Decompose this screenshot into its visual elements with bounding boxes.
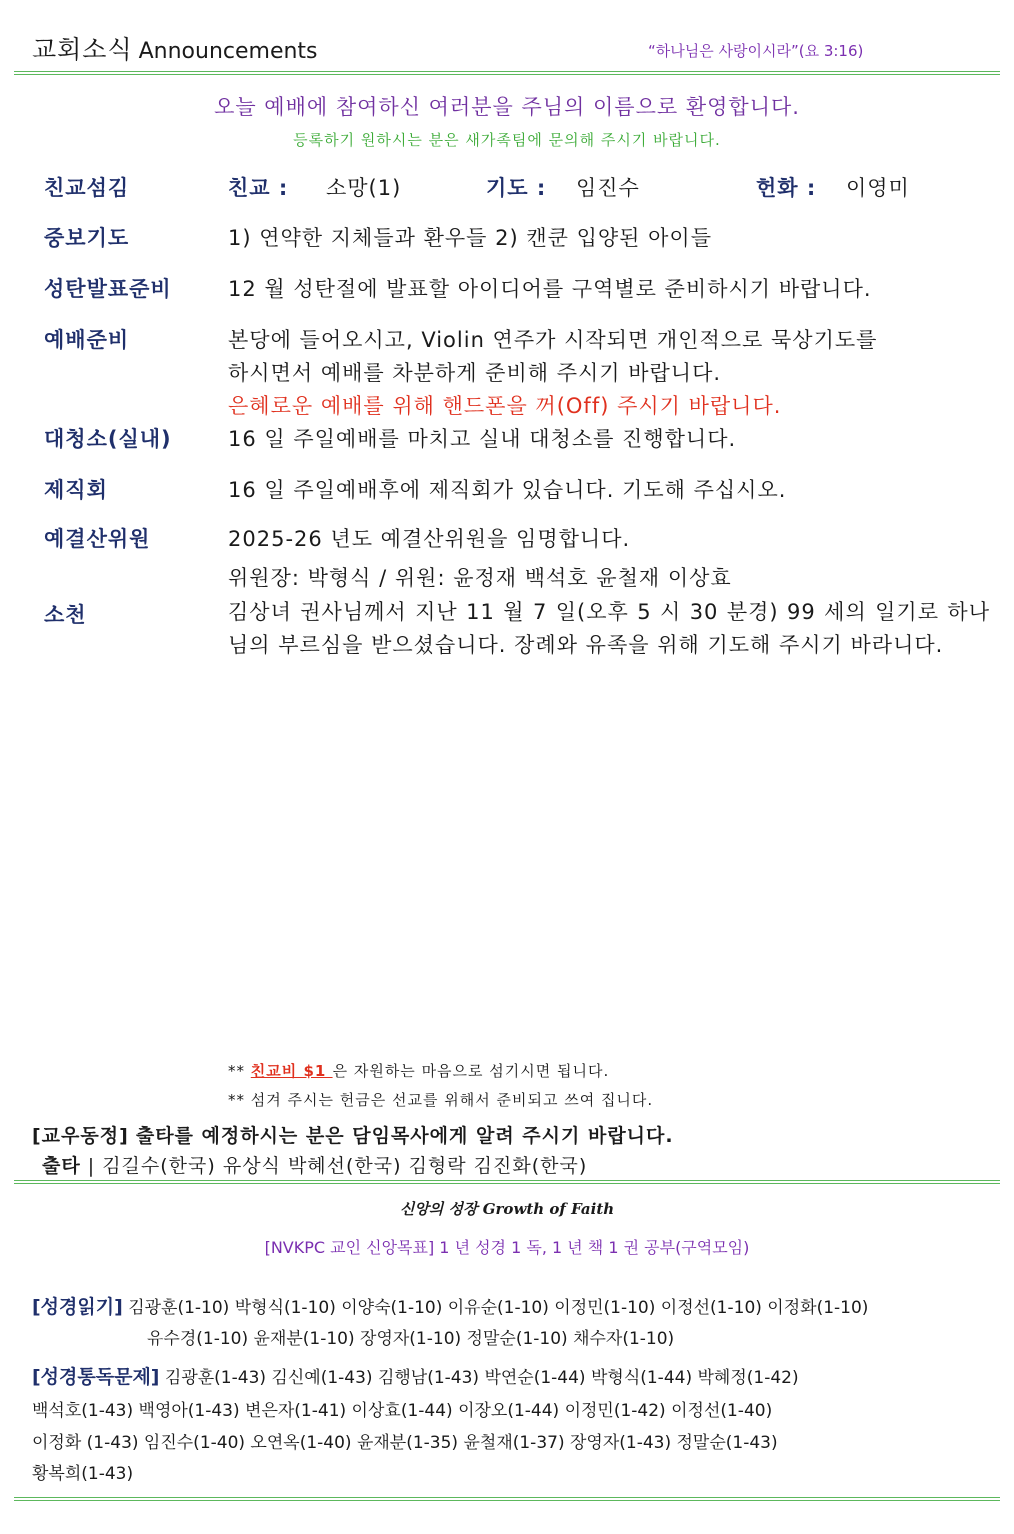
item-text: 위원장: 박형식 / 위원: 윤정재 백석호 윤철재 이상효 [228,566,732,590]
prayer-value: 임진수 [575,176,640,200]
fellowship-fee-highlight: 친교비 $1 [250,1062,333,1080]
phone-off-notice: 은혜로운 예배를 위해 핸드폰을 꺼(Off) 주시기 바랍니다. [228,394,782,418]
fellowship-service-value: 소망(1) [325,176,402,200]
offering-label: 헌화 : [756,176,817,200]
note-text: 은 자원하는 마음으로 섬기시면 됩니다. [332,1062,610,1080]
item-label: 예결산위원 [44,527,151,551]
departure-list [42,1151,587,1178]
item-text: 16 일 주일예배후에 제직회가 있습니다. 기도해 주십시오. [228,478,787,502]
item-text: 16 일 주일예배를 마치고 실내 대청소를 진행합니다. [228,427,737,451]
fellowship-service-label: 친교 : [228,176,289,200]
item-label: 소천 [44,603,87,627]
bible-reading-row [32,1292,868,1319]
item-text: 김상녀 권사님께서 지난 11 월 7 일(오후 5 시 30 분경) 99 세의 일기로 하나님의 부르심을 받으셨습니다. 장례와 유족을 위해 기도해 주시기 바라니다. [228,600,990,657]
growth-subtitle: [NVKPC 교인 신앙목표] 1 년 성경 1 독, 1 년 책 1 권 공부(구역모임) [264,1238,750,1257]
prayer-label: 기도 : [486,176,547,200]
welcome-subtext: 등록하기 원하시는 분은 새가족팀에 문의해 주시기 바랍니다. [293,131,721,149]
offering-row [756,172,910,202]
member-news-tag: [교우동정] [32,1125,129,1147]
bible-quiz-names: 김광훈(1-43) 김신예(1-43) 김행남(1-43) 박연순(1-44) 박형식(1-44) 박혜정(1-42) [164,1368,799,1388]
mission-note: ** 섬겨 주시는 헌금은 선교를 위해서 준비되고 쓰여 집니다. [228,1091,654,1109]
bible-quiz-names: 이정화 (1-43) 임진수(1-40) 오연옥(1-40) 윤재분(1-35) 윤철재(1-37) 장영자(1-43) 정말순(1-43) [32,1433,778,1453]
page-title [32,30,318,66]
item-label: 예배준비 [44,328,130,352]
item-label: 중보기도 [44,226,130,250]
departure-text: | 김길수(한국) 유상식 박혜선(한국) 김형락 김진화(한국) [87,1155,588,1177]
footer-divider [14,1497,1000,1501]
prayer-row [486,172,640,202]
bible-reading-names: 유수경(1-10) 윤재분(1-10) 장영자(1-10) 정말순(1-10) 채수자(1-10) [147,1329,675,1349]
departure-tag: 출타 [42,1155,81,1177]
item-text: 하시면서 예배를 차분하게 준비해 주시기 바랍니다. [228,361,722,385]
member-news [32,1121,674,1148]
page-title-korean: 교회소식 [32,35,133,64]
note-prefix: ** [228,1062,251,1080]
header-verse: “하나님은 사랑이시라”(요 3:16) [648,42,864,60]
item-text: 본당에 들어오시고, Violin 연주가 시작되면 개인적으로 묵상기도를 [228,328,878,352]
offering-value: 이영미 [845,176,910,200]
fellowship-row [228,172,401,202]
header-divider [14,71,1000,75]
item-text: 1) 연약한 지체들과 환우들 2) 캔쿤 입양된 아이들 [228,226,712,250]
item-text: 2025-26 년도 예결산위원을 임명합니다. [228,527,631,551]
bible-reading-tag: [성경읽기] [32,1296,123,1318]
welcome-message: 오늘 예배에 참여하신 여러분을 주님의 이름으로 환영합니다. [214,95,800,119]
member-news-text: 출타를 예정하시는 분은 담임목사에게 알려 주시기 바랍니다. [135,1125,674,1147]
item-label: 성탄발표준비 [44,277,172,301]
page-title-english: Announcements [138,39,318,64]
growth-title: 신앙의 성장 Growth of Faith [399,1200,615,1218]
bible-quiz-names: 백석호(1-43) 백영아(1-43) 변은자(1-41) 이상효(1-44) 이장오(1-44) 이정민(1-42) 이정선(1-40) [32,1401,773,1421]
item-label: 제직회 [44,478,108,502]
bible-quiz-row [32,1362,799,1389]
fellowship-label: 친교섬김 [44,176,130,200]
bible-quiz-names: 황복희(1-43) [32,1464,134,1484]
item-label: 대청소(실내) [44,427,172,451]
item-text: 12 월 성탄절에 발표할 아이디어를 구역별로 준비하시기 바랍니다. [228,277,872,301]
bible-reading-names: 김광훈(1-10) 박형식(1-10) 이양숙(1-10) 이유순(1-10) 이정민(1-10) 이정선(1-10) 이정화(1-10) [128,1298,869,1318]
bible-quiz-tag: [성경통독문제] [32,1366,160,1388]
offering-note [228,1060,609,1081]
section-divider [14,1180,1000,1184]
